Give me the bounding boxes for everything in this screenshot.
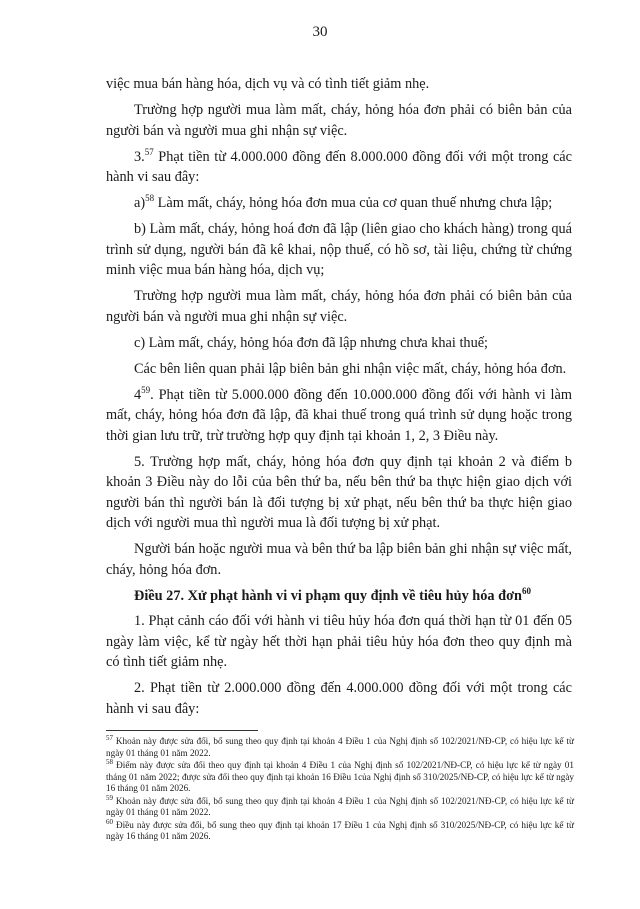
paragraph-clause-4: $4^{59}$. Phạt tiền từ 5.000.000 đồng đến 10.000.000 đồng đối với hành vi làm mất, cháy, hỏng hóa đơn đã lập, đã khai thuế trong quá trình sử dụng hoặc trong thời gian lưu trữ, trừ trường hợp quy định tại khoản 1, 2, 3 Điều này. xyxy=(106,384,572,444)
footnotes xyxy=(106,733,574,844)
footnote: $^{58}$ Điểm này được sửa đổi theo quy định tại khoản 4 Điều 1 của Nghị định số 102/2021/NĐ-CP, có hiệu lực kể từ ngày 01 tháng 01 năm 2022; được sửa đổi theo quy định tại khoản 16 Điều 1của Nghị định số 310/2025/NĐ-CP, có hiệu lực kể từ ngày 16 tháng 01 năm 2026. xyxy=(106,757,574,793)
paragraph-point-b: b) Làm mất, cháy, hỏng hoá đơn đã lập (liên giao cho khách hàng) trong quá trình sử dụng, người bán đã kê khai, nộp thuế, có hồ sơ, tài liệu, chứng từ chứng minh việc mua bán hàng hóa, dịch vụ; xyxy=(106,221,572,278)
footnote-ref: 60 xyxy=(521,585,531,596)
paragraph: Các bên liên quan phải lập biên bản ghi nhận việc mất, cháy, hỏng hóa đơn. xyxy=(134,360,567,377)
paragraph-clause-1: 1. Phạt cảnh cáo đối với hành vi tiêu hủy hóa đơn quá thời hạn từ 01 đến 05 ngày làm việc, kể từ ngày hết thời hạn phải tiêu hủy hóa đơn theo quy định mà có tình tiết giảm nhẹ. xyxy=(106,613,572,670)
page-number: 30 xyxy=(312,24,328,40)
footnote-ref: 59 xyxy=(141,384,151,395)
paragraph-clause-5: 5. Trường hợp mất, cháy, hỏng hóa đơn quy định tại khoản 2 và điểm b khoản 3 Điều này do lỗi của bên thứ ba, nếu bên thứ ba thực hiện giao dịch với người bán thì người bán là đối tượng bị xử phạt, nếu bên thứ ba thực hiện giao dịch với người mua thì người mua là đối tượng bị xử phạt. xyxy=(106,453,572,531)
paragraph-clause-2: 2. Phạt tiền từ 2.000.000 đồng đến 4.000.000 đồng đối với một trong các hành vi sau đây: xyxy=(106,680,572,717)
footnote-ref: 57 xyxy=(144,146,154,157)
footnote-ref: 58 xyxy=(145,193,155,204)
paragraph: Trường hợp người mua làm mất, cháy, hỏng hóa đơn phải có biên bản của người bán và người mua ghi nhận sự việc. xyxy=(106,102,572,139)
document-body xyxy=(106,74,572,725)
footnote-divider xyxy=(106,730,258,731)
footnote: $^{59}$ Khoản này được sửa đổi, bổ sung theo quy định tại khoản 4 Điều 1 của Nghị định số 102/2021/NĐ-CP, có hiệu lực kể từ ngày 01 tháng 01 năm 2022. xyxy=(106,793,574,817)
footnote: $^{60}$ Điều này được sửa đổi, bổ sung theo quy định tại khoản 17 Điều 1 của Nghị định số 310/2025/NĐ-CP, có hiệu lực kể từ ngày 16 tháng 01 năm 2026. xyxy=(106,817,574,841)
paragraph: Người bán hoặc người mua và bên thứ ba lập biên bản ghi nhận sự việc mất, cháy, hỏng hóa đơn. xyxy=(106,541,572,578)
article-heading: Điều 27. Xử phạt hành vi vi phạm quy định về tiêu hủy hóa đơn$^{60}$ xyxy=(134,585,531,604)
paragraph-point-c: c) Làm mất, cháy, hỏng hóa đơn đã lập nhưng chưa khai thuế; xyxy=(134,334,489,351)
footnote: $^{57}$ Khoản này được sửa đổi, bổ sung theo quy định tại khoản 4 Điều 1 của Nghị định số 102/2021/NĐ-CP, có hiệu lực kể từ ngày 01 tháng 01 năm 2022. xyxy=(106,733,574,758)
paragraph: việc mua bán hàng hóa, dịch vụ và có tình tiết giảm nhẹ. xyxy=(106,76,430,92)
paragraph-point-a: a)$^{58}$ Làm mất, cháy, hỏng hóa đơn mua của cơ quan thuế nhưng chưa lập; xyxy=(134,193,553,211)
paragraph: Trường hợp người mua làm mất, cháy, hỏng hóa đơn phải có biên bản của người bán và người mua ghi nhận sự việc. xyxy=(106,288,572,325)
paragraph-clause-3: 3.57 Phạt tiền từ 4.000.000 đồng đến 8.000.000 đồng đối với một trong các hành vi sau đây: xyxy=(106,146,572,185)
